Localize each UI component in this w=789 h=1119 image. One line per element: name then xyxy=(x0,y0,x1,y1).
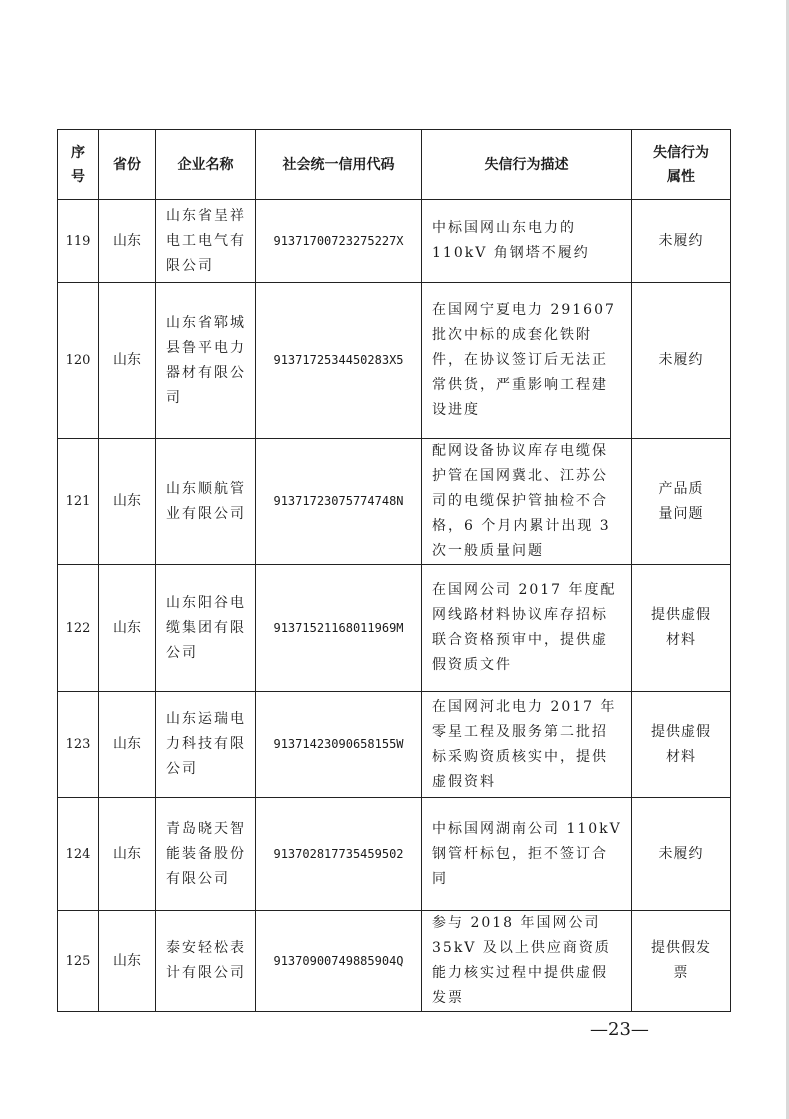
cell-seq: 120 xyxy=(58,283,99,439)
cell-credit-code: 91371700723275227X xyxy=(256,200,422,283)
cell-attribute: 未履约 xyxy=(632,798,731,911)
cell-seq: 121 xyxy=(58,439,99,565)
table-row xyxy=(58,798,731,911)
cell-company: 山东顺航管业有限公司 xyxy=(156,439,256,565)
header-attribute: 失信行为属性 xyxy=(632,130,731,200)
header-description: 失信行为描述 xyxy=(422,130,632,200)
cell-seq: 125 xyxy=(58,911,99,1012)
cell-province: 山东 xyxy=(99,439,156,565)
table-row xyxy=(58,200,731,283)
dishonest-supplier-table xyxy=(57,129,731,1012)
table-row xyxy=(58,283,731,439)
cell-credit-code: 91370900749885904Q xyxy=(256,911,422,1012)
cell-attribute: 未履约 xyxy=(632,283,731,439)
cell-seq: 123 xyxy=(58,692,99,798)
table-row xyxy=(58,692,731,798)
cell-company: 青岛晓天智能装备股份有限公司 xyxy=(156,798,256,911)
header-company: 企业名称 xyxy=(156,130,256,200)
cell-company: 山东省呈祥电工电气有限公司 xyxy=(156,200,256,283)
cell-company: 山东省郓城县鲁平电力器材有限公司 xyxy=(156,283,256,439)
cell-company: 山东运瑞电力科技有限公司 xyxy=(156,692,256,798)
cell-description: 配网设备协议库存电缆保护管在国网冀北、江苏公司的电缆保护管抽检不合格，6 个月内累计出现 3 次一般质量问题 xyxy=(422,439,632,565)
cell-description: 参与 2018 年国网公司 35kV 及以上供应商资质能力核实过程中提供虚假发票 xyxy=(422,911,632,1012)
cell-credit-code: 9137172534450283X5 xyxy=(256,283,422,439)
cell-attribute: 提供假发票 xyxy=(632,911,731,1012)
cell-seq: 119 xyxy=(58,200,99,283)
cell-province: 山东 xyxy=(99,200,156,283)
cell-province: 山东 xyxy=(99,911,156,1012)
cell-company: 山东阳谷电缆集团有限公司 xyxy=(156,565,256,692)
cell-seq: 124 xyxy=(58,798,99,911)
cell-province: 山东 xyxy=(99,565,156,692)
cell-credit-code: 91371521168011969M xyxy=(256,565,422,692)
cell-attribute: 产品质量问题 xyxy=(632,439,731,565)
cell-credit-code: 91371723075774748N xyxy=(256,439,422,565)
cell-attribute: 提供虚假材料 xyxy=(632,565,731,692)
cell-attribute: 未履约 xyxy=(632,200,731,283)
cell-attribute: 提供虚假材料 xyxy=(632,692,731,798)
cell-company: 泰安轻松表计有限公司 xyxy=(156,911,256,1012)
cell-description: 中标国网山东电力的 110kV 角钢塔不履约 xyxy=(422,200,632,283)
header-credit-code: 社会统一信用代码 xyxy=(256,130,422,200)
page-number: —23— xyxy=(590,1019,649,1040)
cell-province: 山东 xyxy=(99,798,156,911)
table-row xyxy=(58,439,731,565)
cell-credit-code: 91371423090658155W xyxy=(256,692,422,798)
cell-description: 中标国网湖南公司 110kV 钢管杆标包，拒不签订合同 xyxy=(422,798,632,911)
header-seq: 序号 xyxy=(58,130,99,200)
cell-province: 山东 xyxy=(99,283,156,439)
cell-credit-code: 913702817735459502 xyxy=(256,798,422,911)
table-header-row xyxy=(58,130,731,200)
header-province: 省份 xyxy=(99,130,156,200)
cell-description: 在国网公司 2017 年度配网线路材料协议库存招标联合资格预审中，提供虚假资质文件 xyxy=(422,565,632,692)
cell-seq: 122 xyxy=(58,565,99,692)
cell-description: 在国网宁夏电力 291607 批次中标的成套化铁附件，在协议签订后无法正常供货，严重影响工程建设进度 xyxy=(422,283,632,439)
cell-description: 在国网河北电力 2017 年零星工程及服务第二批招标采购资质核实中，提供虚假资料 xyxy=(422,692,632,798)
table-row xyxy=(58,565,731,692)
table-row xyxy=(58,911,731,1012)
cell-province: 山东 xyxy=(99,692,156,798)
